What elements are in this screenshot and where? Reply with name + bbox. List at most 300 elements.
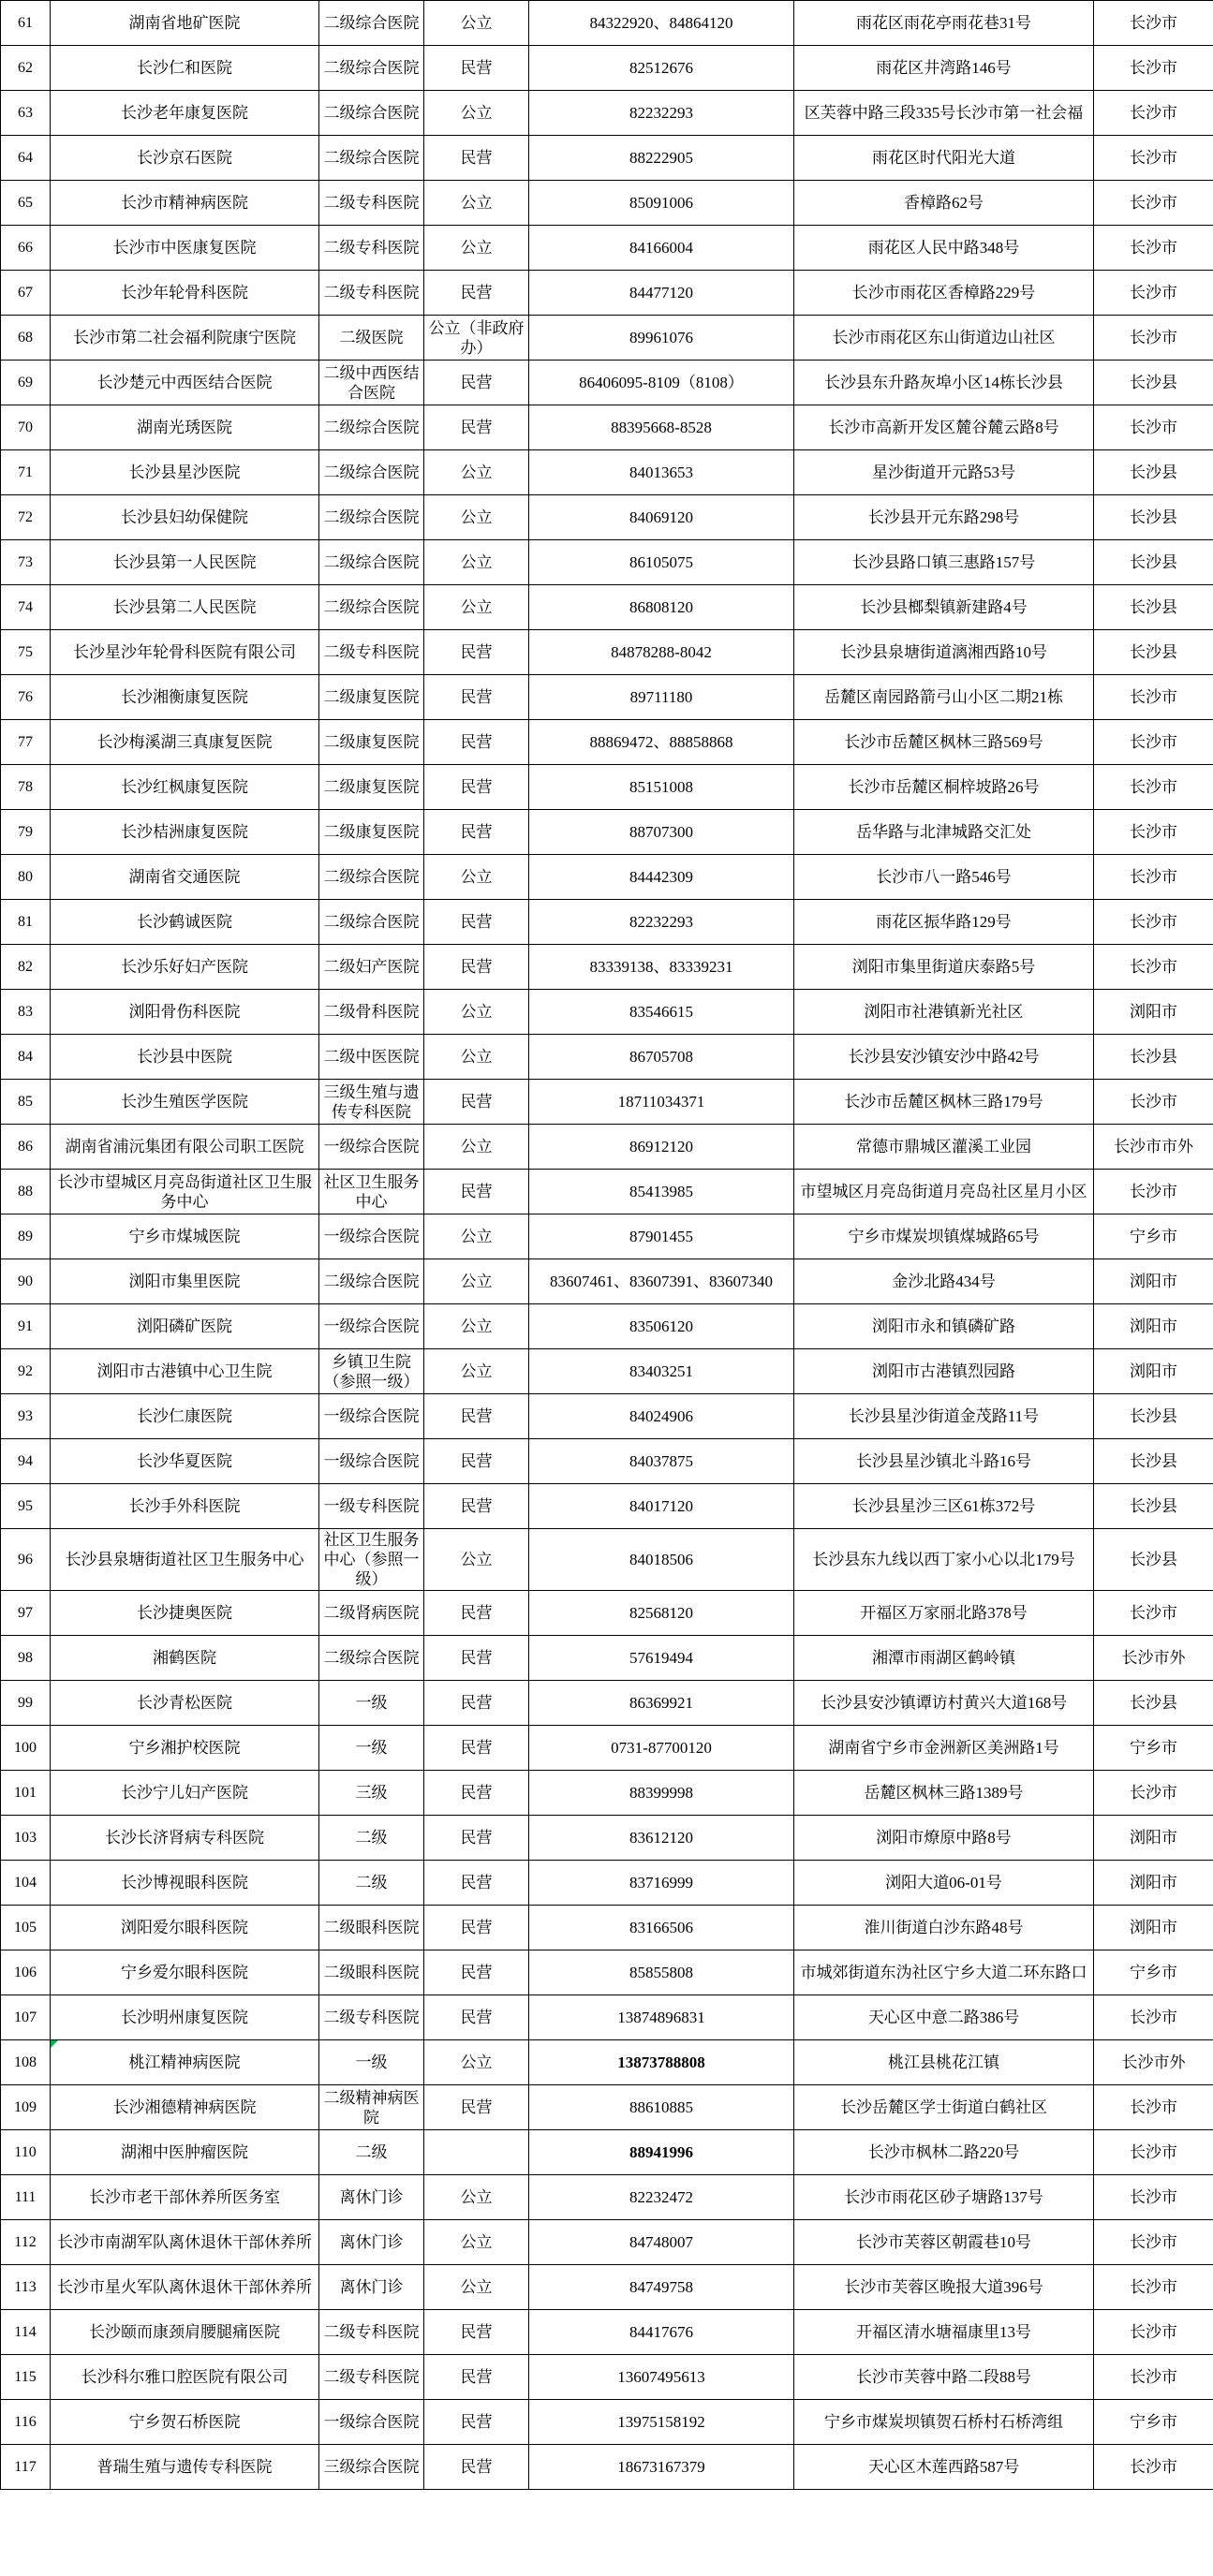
cell-row-number: 111 [1,2175,51,2220]
cell-city: 长沙市 [1094,271,1213,316]
cell-address: 雨花区人民中路348号 [794,226,1094,271]
cell-phone-number: 89961076 [529,316,794,361]
cell-hospital-name [51,1080,319,1125]
cell-hospital-name [51,2400,319,2445]
table-row [1,1906,1213,1950]
hospital-name-text: 长沙仁和医院 [137,59,232,77]
table-row [1,1349,1213,1394]
hospital-name-text: 湖南省浦沅集团有限公司职工医院 [65,1138,304,1156]
cell-hospital-level: 二级综合医院 [319,91,424,136]
cell-city: 长沙县 [1094,1035,1213,1080]
cell-hospital-level: 三级 [319,1771,424,1816]
cell-phone-number: 86808120 [529,585,794,630]
table-row [1,1636,1213,1681]
cell-address: 长沙县路口镇三惠路157号 [794,540,1094,585]
hospital-name-text: 浏阳骨伤科医院 [128,1003,241,1021]
cell-hospital-name [51,1484,319,1529]
cell-city: 长沙市 [1094,2310,1213,2355]
cell-address: 长沙市岳麓区桐梓坡路26号 [794,765,1094,810]
cell-city: 长沙县 [1094,450,1213,495]
cell-hospital-name [51,900,319,945]
cell-row-number: 70 [1,405,51,450]
hospital-name-text: 长沙市望城区月亮岛街道社区卫生服务中心 [57,1172,312,1211]
cell-row-number: 71 [1,450,51,495]
cell-hospital-level: 二级综合医院 [319,1,424,46]
cell-hospital-level: 一级综合医院 [319,1304,424,1349]
cell-address: 长沙县安沙镇谭访村黄兴大道168号 [794,1681,1094,1726]
cell-city: 长沙县 [1094,585,1213,630]
cell-hospital-level: 二级专科医院 [319,1995,424,2040]
cell-address: 开福区万家丽北路378号 [794,1591,1094,1636]
cell-city: 长沙县 [1094,1439,1213,1484]
cell-hospital-level: 二级中西医结合医院 [319,361,424,405]
cell-address: 雨花区雨花亭雨花巷31号 [794,1,1094,46]
hospital-name-text: 长沙生殖医学医院 [121,1093,248,1111]
cell-row-number: 83 [1,990,51,1035]
table-row [1,2400,1213,2445]
hospital-name-text: 长沙县中医院 [137,1048,232,1066]
cell-phone-number: 83506120 [529,1304,794,1349]
hospital-name-text: 浏阳市古港镇中心卫生院 [96,1362,273,1380]
cell-address: 湖南省宁乡市金洲新区美洲路1号 [794,1726,1094,1771]
cell-ownership: 民营 [424,1816,529,1861]
cell-address: 长沙市芙蓉中路二段88号 [794,2355,1094,2400]
cell-phone-number: 86105075 [529,540,794,585]
cell-hospital-level: 二级专科医院 [319,181,424,226]
cell-row-number: 84 [1,1035,51,1080]
cell-phone-number: 84417676 [529,2310,794,2355]
cell-hospital-name [51,2130,319,2175]
cell-ownership: 民营 [424,1726,529,1771]
cell-ownership: 公立 [424,495,529,540]
cell-phone-number: 84166004 [529,226,794,271]
cell-hospital-name [51,2265,319,2310]
cell-phone-number: 88941996 [529,2130,794,2175]
hospital-name-text: 宁乡爱尔眼科医院 [121,1964,248,1981]
cell-hospital-name [51,720,319,765]
cell-ownership: 民营 [424,1950,529,1995]
table-row [1,136,1213,181]
cell-row-number: 73 [1,540,51,585]
hospital-name-text: 长沙红枫康复医院 [121,778,248,796]
cell-city: 长沙市 [1094,900,1213,945]
hospital-name-text: 长沙市中医康复医院 [112,239,257,257]
cell-city: 宁乡市 [1094,1726,1213,1771]
hospital-name-text: 长沙乐好妇产医院 [121,958,248,976]
cell-city: 长沙市 [1094,720,1213,765]
cell-city: 长沙市 [1094,136,1213,181]
cell-ownership: 公立 [424,585,529,630]
cell-city: 长沙市 [1094,405,1213,450]
hospital-name-text: 长沙老年康复医院 [121,104,248,122]
cell-address: 长沙市岳麓区枫林三路179号 [794,1080,1094,1125]
table-row [1,1214,1213,1259]
cell-hospital-name [51,1995,319,2040]
cell-hospital-name [51,450,319,495]
cell-ownership: 民营 [424,675,529,720]
cell-phone-number: 88610885 [529,2085,794,2130]
table-row [1,2445,1213,2490]
cell-phone-number: 86369921 [529,1681,794,1726]
table-row [1,1995,1213,2040]
cell-address: 桃江县桃花江镇 [794,2040,1094,2085]
cell-hospital-name [51,1394,319,1439]
table-row [1,2265,1213,2310]
cell-ownership: 民营 [424,1080,529,1125]
cell-hospital-name [51,136,319,181]
cell-hospital-level: 二级综合医院 [319,46,424,91]
table-row [1,1035,1213,1080]
hospital-name-text: 长沙市精神病医院 [121,194,248,212]
cell-city: 长沙县 [1094,540,1213,585]
cell-hospital-level: 二级中医医院 [319,1035,424,1080]
cell-phone-number: 84442309 [529,855,794,900]
cell-ownership: 民营 [424,361,529,405]
hospital-name-text: 长沙梅溪湖三真康复医院 [96,733,273,751]
cell-ownership: 公立（非政府办） [424,316,529,361]
cell-row-number: 82 [1,945,51,990]
cell-address: 长沙市枫林二路220号 [794,2130,1094,2175]
cell-hospital-name [51,540,319,585]
cell-ownership: 公立 [424,1214,529,1259]
cell-hospital-name [51,1861,319,1906]
cell-hospital-name [51,2220,319,2265]
cell-address: 市望城区月亮岛街道月亮岛社区星月小区 [794,1170,1094,1214]
cell-address: 长沙市雨花区砂子塘路137号 [794,2175,1094,2220]
cell-ownership: 民营 [424,1771,529,1816]
cell-city: 长沙市 [1094,1,1213,46]
cell-ownership: 民营 [424,2400,529,2445]
table-row [1,495,1213,540]
hospital-name-text: 长沙县第一人民医院 [112,553,257,571]
cell-hospital-level: 二级综合医院 [319,540,424,585]
cell-phone-number: 84024906 [529,1394,794,1439]
cell-row-number: 88 [1,1170,51,1214]
cell-hospital-name [51,46,319,91]
cell-row-number: 104 [1,1861,51,1906]
cell-hospital-level: 二级 [319,2130,424,2175]
cell-address: 雨花区井湾路146号 [794,46,1094,91]
cell-phone-number: 13607495613 [529,2355,794,2400]
cell-phone-number: 84069120 [529,495,794,540]
cell-hospital-level: 二级医院 [319,316,424,361]
cell-hospital-level: 二级眼科医院 [319,1950,424,1995]
table-row [1,271,1213,316]
table-row [1,181,1213,226]
cell-row-number: 97 [1,1591,51,1636]
cell-row-number: 105 [1,1906,51,1950]
cell-ownership: 民营 [424,2355,529,2400]
cell-address: 雨花区振华路129号 [794,900,1094,945]
hospital-name-text: 湖湘中医肿瘤医院 [121,2143,248,2161]
cell-phone-number: 85091006 [529,181,794,226]
hospital-name-text: 桃江精神病医院 [128,2053,241,2071]
cell-hospital-level: 社区卫生服务中心（参照一级） [319,1529,424,1591]
cell-address: 岳华路与北津城路交汇处 [794,810,1094,855]
cell-hospital-level: 一级综合医院 [319,1394,424,1439]
cell-city: 浏阳市 [1094,1816,1213,1861]
hospital-name-text: 长沙青松医院 [137,1694,232,1712]
cell-row-number: 98 [1,1636,51,1681]
hospital-name-text: 长沙捷奥医院 [137,1604,232,1622]
table-row [1,316,1213,361]
cell-row-number: 89 [1,1214,51,1259]
cell-hospital-level: 一级 [319,1726,424,1771]
cell-ownership: 民营 [424,2445,529,2490]
table-row [1,2085,1213,2130]
cell-phone-number: 13873788808 [529,2040,794,2085]
cell-hospital-level: 二级骨科医院 [319,990,424,1035]
cell-ownership: 公立 [424,1035,529,1080]
cell-hospital-level: 二级专科医院 [319,271,424,316]
hospital-table-body [1,1,1213,2490]
cell-phone-number: 84749758 [529,2265,794,2310]
cell-ownership: 民营 [424,630,529,675]
cell-hospital-name [51,1681,319,1726]
cell-city: 浏阳市 [1094,1861,1213,1906]
cell-address: 岳麓区枫林三路1389号 [794,1771,1094,1816]
cell-hospital-name [51,226,319,271]
cell-row-number: 112 [1,2220,51,2265]
cell-hospital-name [51,2175,319,2220]
cell-phone-number: 84037875 [529,1439,794,1484]
cell-city: 长沙县 [1094,1529,1213,1591]
cell-row-number: 103 [1,1816,51,1861]
cell-hospital-name [51,2040,319,2085]
cell-phone-number: 82232293 [529,900,794,945]
cell-phone-number: 13874896831 [529,1995,794,2040]
cell-address: 区芙蓉中路三段335号长沙市第一社会福 [794,91,1094,136]
cell-phone-number: 0731-87700120 [529,1726,794,1771]
cell-address: 长沙县东九线以西丁家小心以北179号 [794,1529,1094,1591]
table-row [1,2310,1213,2355]
table-row [1,1816,1213,1861]
cell-address: 长沙县东升路灰埠小区14栋长沙县 [794,361,1094,405]
cell-hospital-name [51,1726,319,1771]
cell-city: 长沙市 [1094,2445,1213,2490]
cell-row-number: 93 [1,1394,51,1439]
table-row [1,2355,1213,2400]
cell-phone-number: 88869472、88858868 [529,720,794,765]
cell-row-number: 107 [1,1995,51,2040]
hospital-name-text: 长沙县妇幼保健院 [121,508,248,526]
hospital-name-text: 宁乡贺石桥医院 [128,2413,241,2431]
table-row [1,1170,1213,1214]
cell-city: 长沙市 [1094,675,1213,720]
hospital-name-text: 长沙县泉塘街道社区卫生服务中心 [65,1551,304,1568]
cell-ownership: 民营 [424,1681,529,1726]
cell-row-number: 64 [1,136,51,181]
cell-city: 宁乡市 [1094,1214,1213,1259]
table-row [1,1080,1213,1125]
cell-hospital-name [51,91,319,136]
cell-city: 长沙市 [1094,2175,1213,2220]
cell-phone-number: 84878288-8042 [529,630,794,675]
cell-city: 长沙市 [1094,945,1213,990]
cell-city: 长沙市 [1094,181,1213,226]
cell-hospital-name [51,1906,319,1950]
cell-address: 市城郊街道东沩社区宁乡大道二环东路口 [794,1950,1094,1995]
cell-city: 长沙市 [1094,2130,1213,2175]
cell-ownership: 民营 [424,945,529,990]
cell-ownership: 公立 [424,540,529,585]
cell-address: 长沙县榔梨镇新建路4号 [794,585,1094,630]
cell-phone-number: 18673167379 [529,2445,794,2490]
cell-city: 长沙市市外 [1094,1125,1213,1170]
cell-city: 长沙市 [1094,2085,1213,2130]
cell-row-number: 92 [1,1349,51,1394]
cell-city: 长沙市外 [1094,2040,1213,2085]
hospital-name-text: 浏阳磷矿医院 [137,1317,232,1335]
cell-city: 长沙市 [1094,91,1213,136]
cell-phone-number: 82232472 [529,2175,794,2220]
cell-phone-number: 84477120 [529,271,794,316]
cell-phone-number: 88395668-8528 [529,405,794,450]
cell-row-number: 65 [1,181,51,226]
cell-city: 长沙市 [1094,855,1213,900]
table-row [1,1484,1213,1529]
cell-hospital-level: 一级专科医院 [319,1484,424,1529]
cell-address: 天心区中意二路386号 [794,1995,1094,2040]
cell-phone-number: 83716999 [529,1861,794,1906]
cell-ownership: 民营 [424,1439,529,1484]
hospital-name-text: 长沙湘德精神病医院 [112,2098,257,2116]
cell-phone-number: 83546615 [529,990,794,1035]
hospital-name-text: 普瑞生殖与遗传专科医院 [96,2458,273,2476]
cell-phone-number: 85151008 [529,765,794,810]
cell-hospital-name [51,1771,319,1816]
cell-city: 长沙市外 [1094,1636,1213,1681]
cell-row-number: 110 [1,2130,51,2175]
cell-phone-number: 84018506 [529,1529,794,1591]
cell-hospital-level: 一级综合医院 [319,1439,424,1484]
cell-hospital-level: 二级康复医院 [319,675,424,720]
cell-ownership: 公立 [424,2220,529,2265]
cell-row-number: 115 [1,2355,51,2400]
cell-phone-number: 88222905 [529,136,794,181]
cell-ownership: 公立 [424,226,529,271]
cell-city: 浏阳市 [1094,1304,1213,1349]
cell-phone-number: 85855808 [529,1950,794,1995]
cell-address: 开福区清水塘福康里13号 [794,2310,1094,2355]
table-row [1,1681,1213,1726]
cell-city: 长沙市 [1094,46,1213,91]
cell-hospital-level: 三级生殖与遗传专科医院 [319,1080,424,1125]
cell-city: 浏阳市 [1094,1349,1213,1394]
cell-row-number: 85 [1,1080,51,1125]
cell-phone-number: 83607461、83607391、83607340 [529,1259,794,1304]
table-row [1,675,1213,720]
table-row [1,1394,1213,1439]
cell-phone-number: 83166506 [529,1906,794,1950]
cell-ownership: 公立 [424,2040,529,2085]
table-row [1,46,1213,91]
cell-ownership: 民营 [424,136,529,181]
hospital-name-text: 长沙手外科医院 [128,1497,241,1515]
hospital-name-text: 湘鹤医院 [153,1649,216,1667]
table-row [1,2130,1213,2175]
cell-hospital-name [51,1950,319,1995]
cell-row-number: 67 [1,271,51,316]
cell-hospital-level: 二级康复医院 [319,720,424,765]
cell-phone-number: 82232293 [529,91,794,136]
hospital-name-text: 长沙仁康医院 [137,1407,232,1425]
cell-row-number: 80 [1,855,51,900]
cell-hospital-level: 二级综合医院 [319,136,424,181]
hospital-name-text: 长沙京石医院 [137,149,232,167]
cell-ownership: 民营 [424,1591,529,1636]
cell-ownership: 民营 [424,1394,529,1439]
table-row [1,91,1213,136]
cell-hospital-name [51,810,319,855]
cell-hospital-name [51,675,319,720]
cell-row-number: 101 [1,1771,51,1816]
cell-row-number: 78 [1,765,51,810]
hospital-name-text: 长沙湘衡康复医院 [121,688,248,706]
cell-ownership: 民营 [424,1995,529,2040]
cell-ownership: 民营 [424,765,529,810]
cell-ownership: 民营 [424,405,529,450]
cell-hospital-name [51,1125,319,1170]
cell-phone-number: 84013653 [529,450,794,495]
cell-ownership: 公立 [424,1,529,46]
cell-hospital-name [51,855,319,900]
cell-hospital-level: 二级综合医院 [319,585,424,630]
table-row [1,765,1213,810]
cell-ownership: 民营 [424,1484,529,1529]
cell-phone-number: 88399998 [529,1771,794,1816]
cell-hospital-name [51,2310,319,2355]
cell-ownership: 民营 [424,1170,529,1214]
cell-hospital-level: 二级妇产医院 [319,945,424,990]
cell-address: 浏阳市集里街道庆泰路5号 [794,945,1094,990]
cell-hospital-level: 乡镇卫生院（参照一级） [319,1349,424,1394]
cell-hospital-level: 二级专科医院 [319,2355,424,2400]
cell-ownership: 民营 [424,2085,529,2130]
cell-hospital-level: 一级 [319,1681,424,1726]
cell-phone-number: 18711034371 [529,1080,794,1125]
cell-row-number: 79 [1,810,51,855]
cell-city: 长沙县 [1094,1484,1213,1529]
hospital-name-text: 湖南光琇医院 [137,419,232,436]
table-row [1,450,1213,495]
table-row [1,540,1213,585]
cell-hospital-name [51,1636,319,1681]
table-row [1,990,1213,1035]
cell-hospital-name [51,1349,319,1394]
cell-address: 长沙市雨花区东山街道边山社区 [794,316,1094,361]
hospital-name-text: 长沙年轮骨科医院 [121,284,248,302]
cell-phone-number: 82568120 [529,1591,794,1636]
cell-hospital-name [51,2355,319,2400]
table-row [1,226,1213,271]
hospital-name-text: 长沙市南湖军队离休退休干部休养所 [57,2233,312,2251]
cell-row-number: 63 [1,91,51,136]
cell-city: 长沙市 [1094,1771,1213,1816]
cell-hospital-name [51,1,319,46]
cell-phone-number: 86406095-8109（8108） [529,361,794,405]
table-row [1,1259,1213,1304]
table-row [1,2220,1213,2265]
cell-ownership: 公立 [424,2265,529,2310]
table-row [1,1,1213,46]
table-row [1,810,1213,855]
cell-city: 长沙市 [1094,765,1213,810]
cell-row-number: 99 [1,1681,51,1726]
cell-row-number: 90 [1,1259,51,1304]
hospital-name-text: 长沙桔洲康复医院 [121,823,248,841]
cell-city: 长沙县 [1094,630,1213,675]
